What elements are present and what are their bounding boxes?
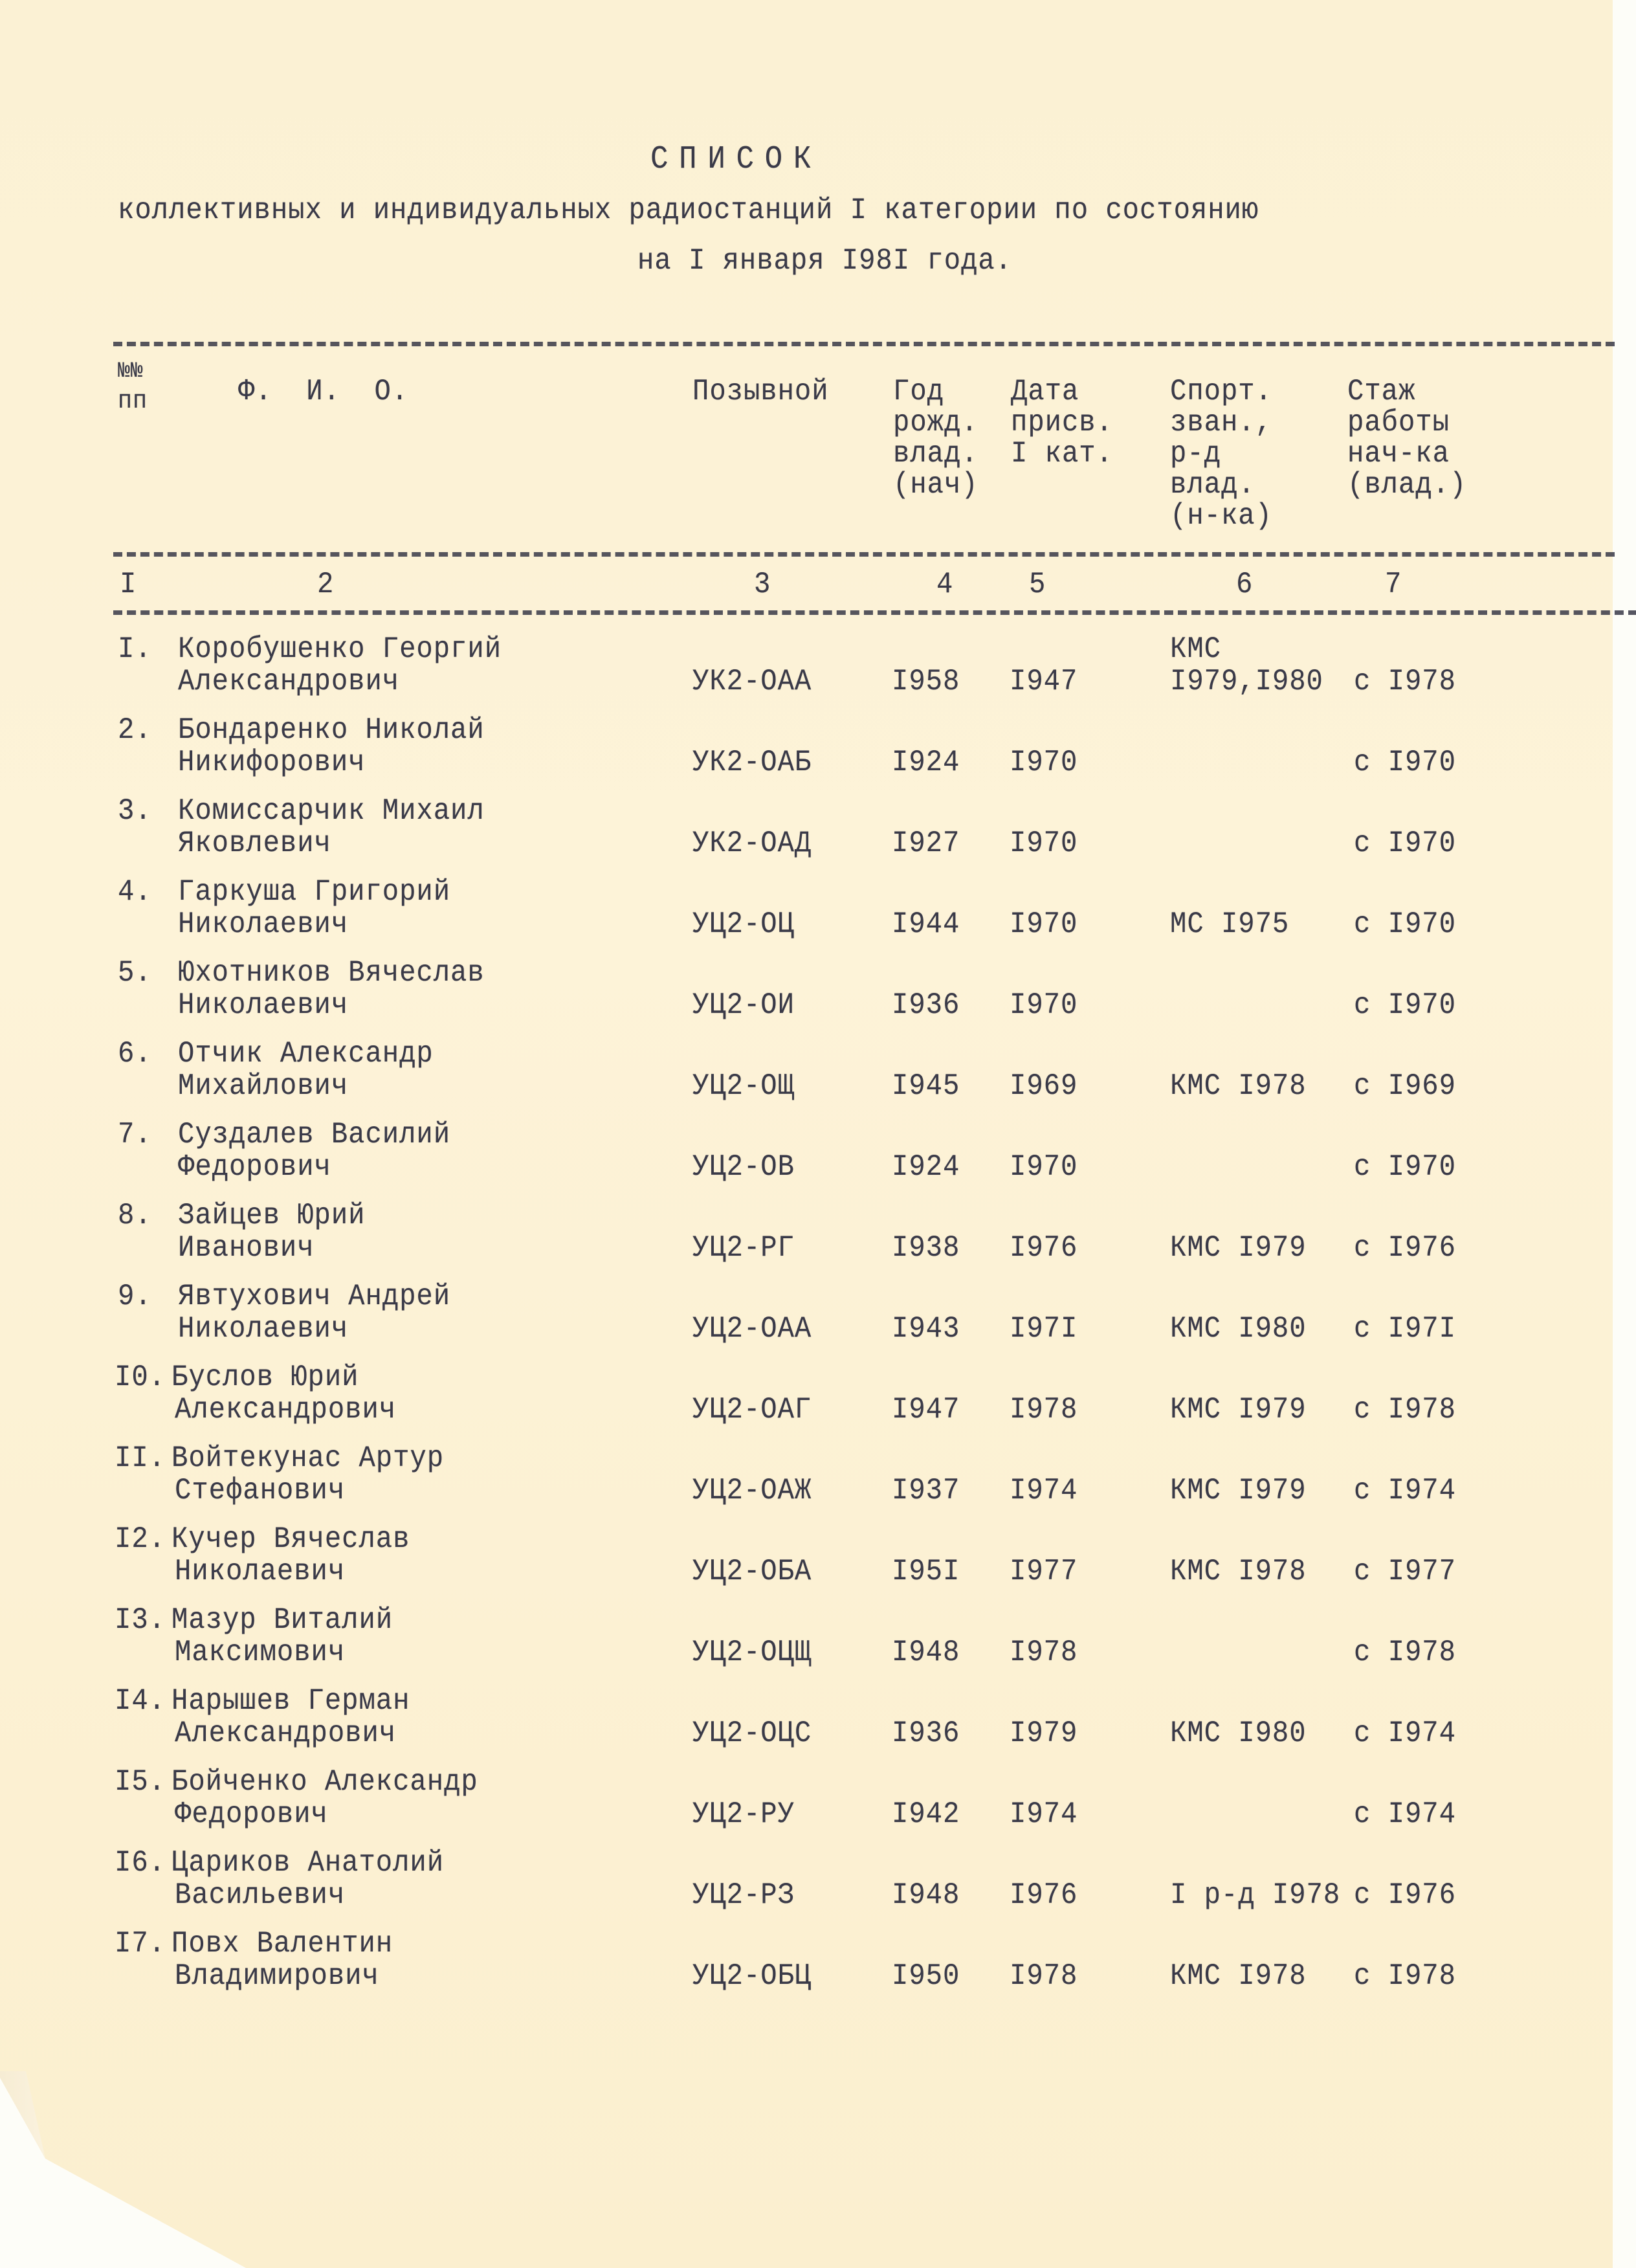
surname-given-name: Юхотников Вячеслав: [178, 956, 485, 990]
callsign: УЦ2-ОАЖ: [692, 1474, 812, 1507]
birth-year: I945: [892, 1069, 960, 1103]
header-exp-line4: (влад.): [1347, 468, 1467, 502]
header-num-line1: №№: [118, 359, 144, 384]
row-number: 5.: [118, 956, 152, 990]
top-rule: [113, 342, 1615, 346]
row-number: 3.: [118, 794, 152, 828]
callsign: УК2-ОАД: [692, 827, 812, 860]
callsign: УЦ2-ОБА: [692, 1555, 812, 1588]
colnum-7: 7: [1385, 568, 1402, 601]
experience: с I974: [1354, 1717, 1456, 1750]
birth-year: I948: [892, 1878, 960, 1912]
row-number: I4.: [115, 1684, 166, 1718]
category-date: I970: [1010, 1150, 1078, 1184]
experience: с I970: [1354, 1150, 1456, 1184]
experience: с I974: [1354, 1797, 1456, 1831]
callsign: УЦ2-ОВ: [692, 1150, 795, 1184]
header-fio: Ф. И. О.: [238, 375, 409, 408]
header-rank-line2: зван.,: [1170, 406, 1272, 439]
document-subtitle: коллективных и индивидуальных радиостанций I категории по состоянию: [118, 194, 1259, 227]
header-birth-line1: Год: [893, 375, 944, 408]
callsign: УЦ2-РУ: [692, 1797, 795, 1831]
category-date: I97I: [1010, 1312, 1078, 1346]
row-number: I2.: [115, 1522, 166, 1556]
sport-rank: I р-д I978: [1170, 1878, 1341, 1912]
surname-given-name: Нарышев Герман: [171, 1684, 410, 1718]
category-date: I978: [1010, 1636, 1078, 1669]
callsign: УЦ2-ОЩ: [692, 1069, 795, 1103]
experience: с I978: [1354, 1393, 1456, 1427]
birth-year: I927: [892, 827, 960, 860]
sport-rank: I979,I980: [1170, 665, 1323, 698]
header-callsign: Позывной: [692, 375, 829, 408]
sport-rank: КМС I978: [1170, 1959, 1307, 1993]
sport-rank: МС I975: [1170, 907, 1290, 941]
callsign: УЦ2-ОИ: [692, 988, 795, 1022]
header-exp-line3: нач-ка: [1347, 437, 1450, 471]
patronymic: Федорович: [178, 1150, 331, 1184]
row-number: 4.: [118, 875, 152, 909]
surname-given-name: Отчик Александр: [178, 1037, 434, 1071]
category-date: I970: [1010, 746, 1078, 779]
row-number: I.: [118, 632, 152, 666]
header-birth-line4: (нач): [893, 468, 978, 502]
category-date: I970: [1010, 827, 1078, 860]
colnum-6: 6: [1236, 568, 1254, 601]
header-rank-line3: р-д: [1170, 437, 1221, 471]
sport-rank: КМС I978: [1170, 1069, 1307, 1103]
header-cat1-line1: Дата: [1011, 375, 1079, 408]
callsign: УЦ2-ОАА: [692, 1312, 812, 1346]
row-number: I0.: [115, 1361, 166, 1394]
category-date: I978: [1010, 1959, 1078, 1993]
patronymic: Николаевич: [178, 907, 349, 941]
callsign: УЦ2-РГ: [692, 1231, 795, 1265]
category-date: I978: [1010, 1393, 1078, 1427]
category-date: I979: [1010, 1717, 1078, 1750]
category-date: I970: [1010, 988, 1078, 1022]
birth-year: I947: [892, 1393, 960, 1427]
birth-year: I936: [892, 988, 960, 1022]
callsign: УЦ2-ОЦ: [692, 907, 795, 941]
surname-given-name: Суздалев Василий: [178, 1118, 451, 1151]
surname-given-name: Коробушенко Георгий: [178, 632, 502, 666]
patronymic: Николаевич: [178, 1312, 349, 1346]
row-number: II.: [115, 1441, 166, 1475]
header-rank-line5: (н-ка): [1170, 499, 1272, 533]
patronymic: Николаевич: [178, 988, 349, 1022]
category-date: I977: [1010, 1555, 1078, 1588]
experience: с I976: [1354, 1878, 1456, 1912]
row-number: I5.: [115, 1765, 166, 1799]
surname-given-name: Бондаренко Николай: [178, 713, 485, 747]
birth-year: I944: [892, 907, 960, 941]
callsign: УЦ2-ОЦЩ: [692, 1636, 812, 1669]
surname-given-name: Комиссарчик Михаил: [178, 794, 485, 828]
category-date: I974: [1010, 1474, 1078, 1507]
experience: с I970: [1354, 988, 1456, 1022]
header-rank-line4: влад.: [1170, 468, 1255, 502]
surname-given-name: Мазур Виталий: [171, 1603, 393, 1637]
birth-year: I943: [892, 1312, 960, 1346]
birth-year: I948: [892, 1636, 960, 1669]
header-birth-line3: влад.: [893, 437, 978, 471]
surname-given-name: Кучер Вячеслав: [171, 1522, 410, 1556]
header-bottom-rule: [113, 552, 1615, 557]
patronymic: Федорович: [175, 1797, 328, 1831]
row-number: 6.: [118, 1037, 152, 1071]
surname-given-name: Бойченко Александр: [171, 1765, 478, 1799]
row-number: 7.: [118, 1118, 152, 1151]
document-title: СПИСОК: [650, 141, 822, 178]
colnum-4: 4: [936, 568, 954, 601]
surname-given-name: Повх Валентин: [171, 1927, 393, 1961]
callsign: УК2-ОАА: [692, 665, 812, 698]
category-date: I974: [1010, 1797, 1078, 1831]
callsign: УЦ2-ОБЦ: [692, 1959, 812, 1993]
sport-rank: КМС I979: [1170, 1393, 1307, 1427]
experience: с I970: [1354, 907, 1456, 941]
category-date: I976: [1010, 1231, 1078, 1265]
experience: с I970: [1354, 746, 1456, 779]
birth-year: I958: [892, 665, 960, 698]
patronymic: Яковлевич: [178, 827, 331, 860]
birth-year: I938: [892, 1231, 960, 1265]
colnum-3: 3: [754, 568, 771, 601]
surname-given-name: Войтекунас Артур: [171, 1441, 445, 1475]
callsign: УК2-ОАБ: [692, 746, 812, 779]
sport-rank-line1: КМС: [1170, 632, 1221, 666]
callsign: УЦ2-ОЦС: [692, 1717, 812, 1750]
callsign: УЦ2-РЗ: [692, 1878, 795, 1912]
experience: с I969: [1354, 1069, 1456, 1103]
patronymic: Максимович: [175, 1636, 346, 1669]
patronymic: Никифорович: [178, 746, 366, 779]
experience: с I978: [1354, 1636, 1456, 1669]
surname-given-name: Зайцев Юрий: [178, 1199, 366, 1232]
patronymic: Васильевич: [175, 1878, 346, 1912]
document-date: на I января I98I года.: [637, 244, 1012, 278]
callsign: УЦ2-ОАГ: [692, 1393, 812, 1427]
birth-year: I924: [892, 1150, 960, 1184]
birth-year: I924: [892, 746, 960, 779]
surname-given-name: Гаркуша Григорий: [178, 875, 451, 909]
row-number: 8.: [118, 1199, 152, 1232]
colnum-5: 5: [1029, 568, 1046, 601]
experience: с I978: [1354, 665, 1456, 698]
patronymic: Александрович: [175, 1393, 397, 1427]
experience: с I976: [1354, 1231, 1456, 1265]
row-number: 2.: [118, 713, 152, 747]
header-birth-line2: рожд.: [893, 406, 978, 439]
patronymic: Николаевич: [175, 1555, 346, 1588]
patronymic: Стефанович: [175, 1474, 346, 1507]
birth-year: I95I: [892, 1555, 960, 1588]
patronymic: Иванович: [178, 1231, 315, 1265]
birth-year: I942: [892, 1797, 960, 1831]
row-number: 9.: [118, 1280, 152, 1313]
patronymic: Александрович: [178, 665, 400, 698]
row-number: I3.: [115, 1603, 166, 1637]
birth-year: I937: [892, 1474, 960, 1507]
row-number: I7.: [115, 1927, 166, 1961]
category-date: I976: [1010, 1878, 1078, 1912]
header-exp-line1: Стаж: [1347, 375, 1416, 408]
sport-rank: КМС I979: [1170, 1474, 1307, 1507]
header-cat1-line3: I кат.: [1011, 437, 1113, 471]
surname-given-name: Явтухович Андрей: [178, 1280, 451, 1313]
experience: с I978: [1354, 1959, 1456, 1993]
sport-rank: КМС I979: [1170, 1231, 1307, 1265]
sport-rank: КМС I980: [1170, 1717, 1307, 1750]
birth-year: I950: [892, 1959, 960, 1993]
patronymic: Михайлович: [178, 1069, 349, 1103]
header-num-line2: пп: [118, 387, 148, 416]
sport-rank: КМС I978: [1170, 1555, 1307, 1588]
colnum-1: I: [120, 568, 137, 601]
experience: с I974: [1354, 1474, 1456, 1507]
surname-given-name: Цариков Анатолий: [171, 1846, 445, 1880]
experience: с I970: [1354, 827, 1456, 860]
category-date: I969: [1010, 1069, 1078, 1103]
colnum-2: 2: [317, 568, 335, 601]
surname-given-name: Буслов Юрий: [171, 1361, 359, 1394]
experience: с I977: [1354, 1555, 1456, 1588]
sport-rank: КМС I980: [1170, 1312, 1307, 1346]
header-exp-line2: работы: [1347, 406, 1450, 439]
patronymic: Владимирович: [175, 1959, 379, 1993]
column-numbers-rule: [113, 610, 1636, 615]
header-cat1-line2: присв.: [1011, 406, 1113, 439]
category-date: I947: [1010, 665, 1078, 698]
header-rank-line1: Спорт.: [1170, 375, 1272, 408]
experience: с I97I: [1354, 1312, 1456, 1346]
patronymic: Александрович: [175, 1717, 397, 1750]
birth-year: I936: [892, 1717, 960, 1750]
row-number: I6.: [115, 1846, 166, 1880]
category-date: I970: [1010, 907, 1078, 941]
